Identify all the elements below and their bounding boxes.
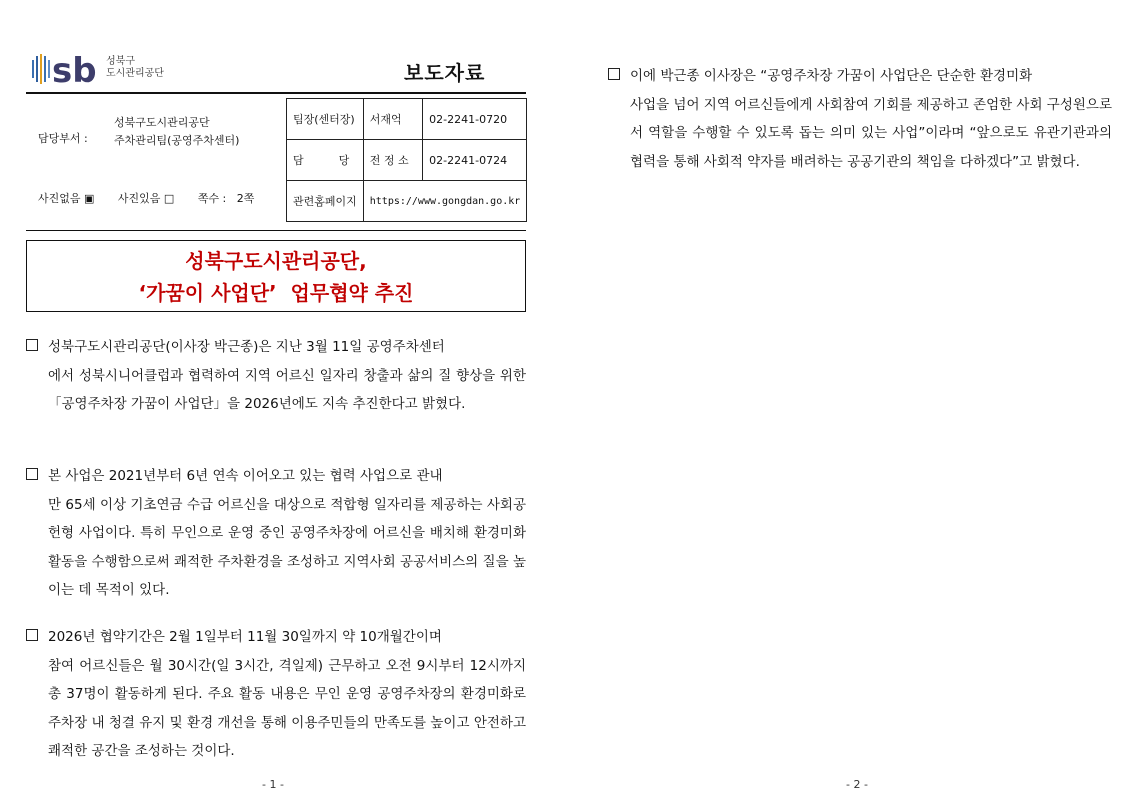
paragraph-body: 만 65세 이상 기초연금 수급 어르신을 대상으로 적합형 일자리를 제공하는 사회공헌형 사업이다. 특히 무인으로 운영 중인 공영주차장에 어르신을 배치해 환경미화 활동을 수행함으로써 쾌적한 주차환경을 조성하고 지역사회 공공서비스의 질을 높이는 데 목적이 있다. <box>48 496 526 599</box>
paragraph-first-line: 2026년 협약기간은 2월 1일부터 11월 30일까지 약 10개월간이며 <box>48 629 442 645</box>
department-org: 성북구도시관리공단 <box>114 116 210 129</box>
paragraph-first-line: 성북구도시관리공단(이사장 박근종)은 지난 3월 11일 공영주차센터 <box>48 339 445 355</box>
no-photo-checkbox: 사진없음 ▣ <box>38 192 95 205</box>
contact-phone: 02-2241-0720 <box>423 99 527 140</box>
department-label: 담당부서 : <box>38 132 88 145</box>
page-count: 쪽수 : 2쪽 <box>197 192 255 205</box>
press-release-title: 보도자료 <box>404 61 486 85</box>
logo-line-1: 성북구 <box>106 56 135 67</box>
header-divider <box>26 92 526 94</box>
contact-phone: 02-2241-0724 <box>423 140 527 181</box>
headline-line-1: 성북구도시관리공단, <box>185 249 367 273</box>
paragraph-2 <box>26 462 526 605</box>
headline-box <box>26 240 526 312</box>
contact-role: 담 당 <box>287 140 364 181</box>
page-number-1: - 1 - <box>262 778 284 791</box>
contact-role: 팀장(센터장) <box>287 99 364 140</box>
contact-row-homepage <box>287 181 527 222</box>
homepage-label: 관련홈페이지 <box>287 181 364 222</box>
paragraph-body: 에서 성북시니어클럽과 협력하여 지역 어르신 일자리 창출과 삶의 질 향상을 위한 「공영주차장 가꿈이 사업단」을 2026년에도 지속 추진한다고 밝혔다. <box>48 367 526 413</box>
paragraph-3 <box>26 623 526 766</box>
contact-row-staff <box>287 140 527 181</box>
department-team: 주차관리팀(공영주차센터) <box>114 134 240 147</box>
department-names <box>114 114 239 150</box>
with-photo-checkbox: 사진있음 □ <box>117 192 175 205</box>
page-number-2: - 2 - <box>846 778 868 791</box>
paragraph-body: 참여 어르신들은 월 30시간(일 3시간, 격일제) 근무하고 오전 9시부터 12시까지 총 37명이 활동하게 된다. 주요 활동 내용은 무인 운영 공영주차장의 환경미화로 주차장 내 청결 유지 및 환경 개선을 통해 이용주민들의 만족도를 높이고 안전하고 쾌적한 공간을 조성하는 것이다. <box>48 657 526 760</box>
sb-logo-mark <box>30 48 102 90</box>
contact-row-manager <box>287 99 527 140</box>
logo-text <box>106 56 164 80</box>
checkbox-icon <box>26 629 38 641</box>
checkbox-icon <box>26 468 38 480</box>
contact-name: 서재억 <box>363 99 422 140</box>
section-divider <box>26 230 526 231</box>
paragraph-first-line: 이에 박근종 이사장은 “공영주차장 가꿈이 사업단은 단순한 환경미화 <box>630 68 1033 84</box>
paragraph-body: 사업을 넘어 지역 어르신들에게 사회참여 기회를 제공하고 존엄한 사회 구성원으로서 역할을 수행할 수 있도록 돕는 의미 있는 사업”이라며 “앞으로도 유관기관과의 협력을 통해 사회적 약자를 배려하는 공공기관의 책임을 다하겠다”고 밝혔다. <box>630 96 1113 170</box>
checkbox-icon <box>26 339 38 351</box>
photo-info <box>38 190 274 206</box>
svg-text:sb: sb <box>52 51 97 90</box>
sb-logo <box>30 48 170 90</box>
homepage-url[interactable]: https://www.gongdan.go.kr <box>363 181 527 222</box>
paragraph-1 <box>26 333 526 419</box>
headline-line-2: ‘가꿈이 사업단’ 업무협약 추진 <box>138 281 414 305</box>
contact-name: 전 정 소 <box>363 140 422 181</box>
paragraph-first-line: 본 사업은 2021년부터 6년 연속 이어오고 있는 협력 사업으로 관내 <box>48 468 443 484</box>
logo-line-2: 도시관리공단 <box>106 68 164 79</box>
paragraph-4 <box>608 62 1112 176</box>
contact-table <box>286 98 527 222</box>
checkbox-icon <box>608 68 620 80</box>
